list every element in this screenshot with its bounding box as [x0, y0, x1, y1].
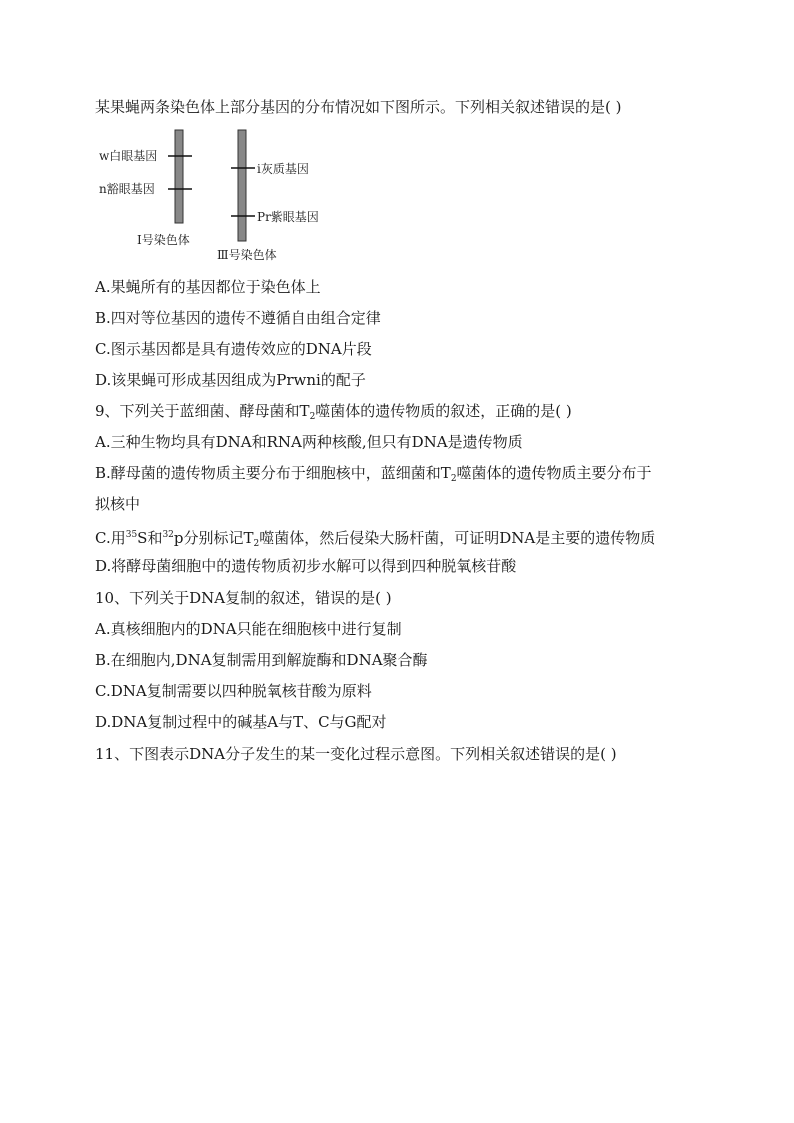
question-10-option-a: A.真核细胞内的DNA只能在细胞核中进行复制: [95, 620, 402, 638]
question-10-option-b: B.在细胞内,DNA复制需用到解旋酶和DNA聚合酶: [95, 651, 428, 669]
chromosome-diagram: [95, 125, 355, 265]
question-10-stem: 10、下列关于DNA复制的叙述，错误的是( ): [95, 589, 392, 607]
question-9-option-d: D.将酵母菌细胞中的遗传物质初步水解可以得到四种脱氧核苷酸: [95, 557, 517, 575]
gene-i-label: i灰质基因: [257, 162, 309, 176]
question-8-stem: 某果蝇两条染色体上部分基因的分布情况如下图所示。下列相关叙述错误的是( ): [95, 98, 622, 116]
chromosome-3-label: Ⅲ号染色体: [217, 248, 277, 262]
question-8-option-b: B.四对等位基因的遗传不遵循自由组合定律: [95, 309, 381, 327]
question-11-stem: 11、下图表示DNA分子发生的某一变化过程示意图。下列相关叙述错误的是( ): [95, 745, 617, 763]
gene-pr-label: Pr紫眼基因: [257, 210, 319, 224]
chromosome-3-bar: [238, 130, 246, 241]
question-9-option-b-continued: 拟核中: [95, 495, 141, 513]
question-9-option-a: A.三种生物均具有DNA和RNA两种核酸,但只有DNA是遗传物质: [95, 433, 523, 451]
chromosome-1-bar: [175, 130, 183, 223]
gene-w-label: w白眼基因: [99, 149, 158, 163]
question-9-option-c: C.用$^{35}$S和$^{32}$p分别标记$T_2$噬菌体，然后侵染大肠杆菌，可证明DNA是主要的遗传物质: [95, 529, 656, 549]
chromosome-1-label: Ⅰ号染色体: [137, 233, 190, 247]
question-10-option-d: D.DNA复制过程中的碱基A与T、C与G配对: [95, 713, 387, 731]
question-8-option-d: D.该果蝇可形成基因组成为Prwni的配子: [95, 371, 366, 389]
question-10-option-c: C.DNA复制需要以四种脱氧核苷酸为原料: [95, 682, 372, 700]
question-9-option-b: B.酵母菌的遗传物质主要分布于细胞核中，蓝细菌和$T_2$噬菌体的遗传物质主要分布于: [95, 464, 652, 484]
question-8-option-c: C.图示基因都是具有遗传效应的DNA片段: [95, 340, 372, 358]
gene-n-label: n豁眼基因: [99, 182, 155, 196]
question-9-stem: 9、下列关于蓝细菌、酵母菌和$T_2$噬菌体的遗传物质的叙述，正确的是( ): [95, 402, 572, 422]
question-8-option-a: A.果蝇所有的基因都位于染色体上: [95, 278, 321, 296]
